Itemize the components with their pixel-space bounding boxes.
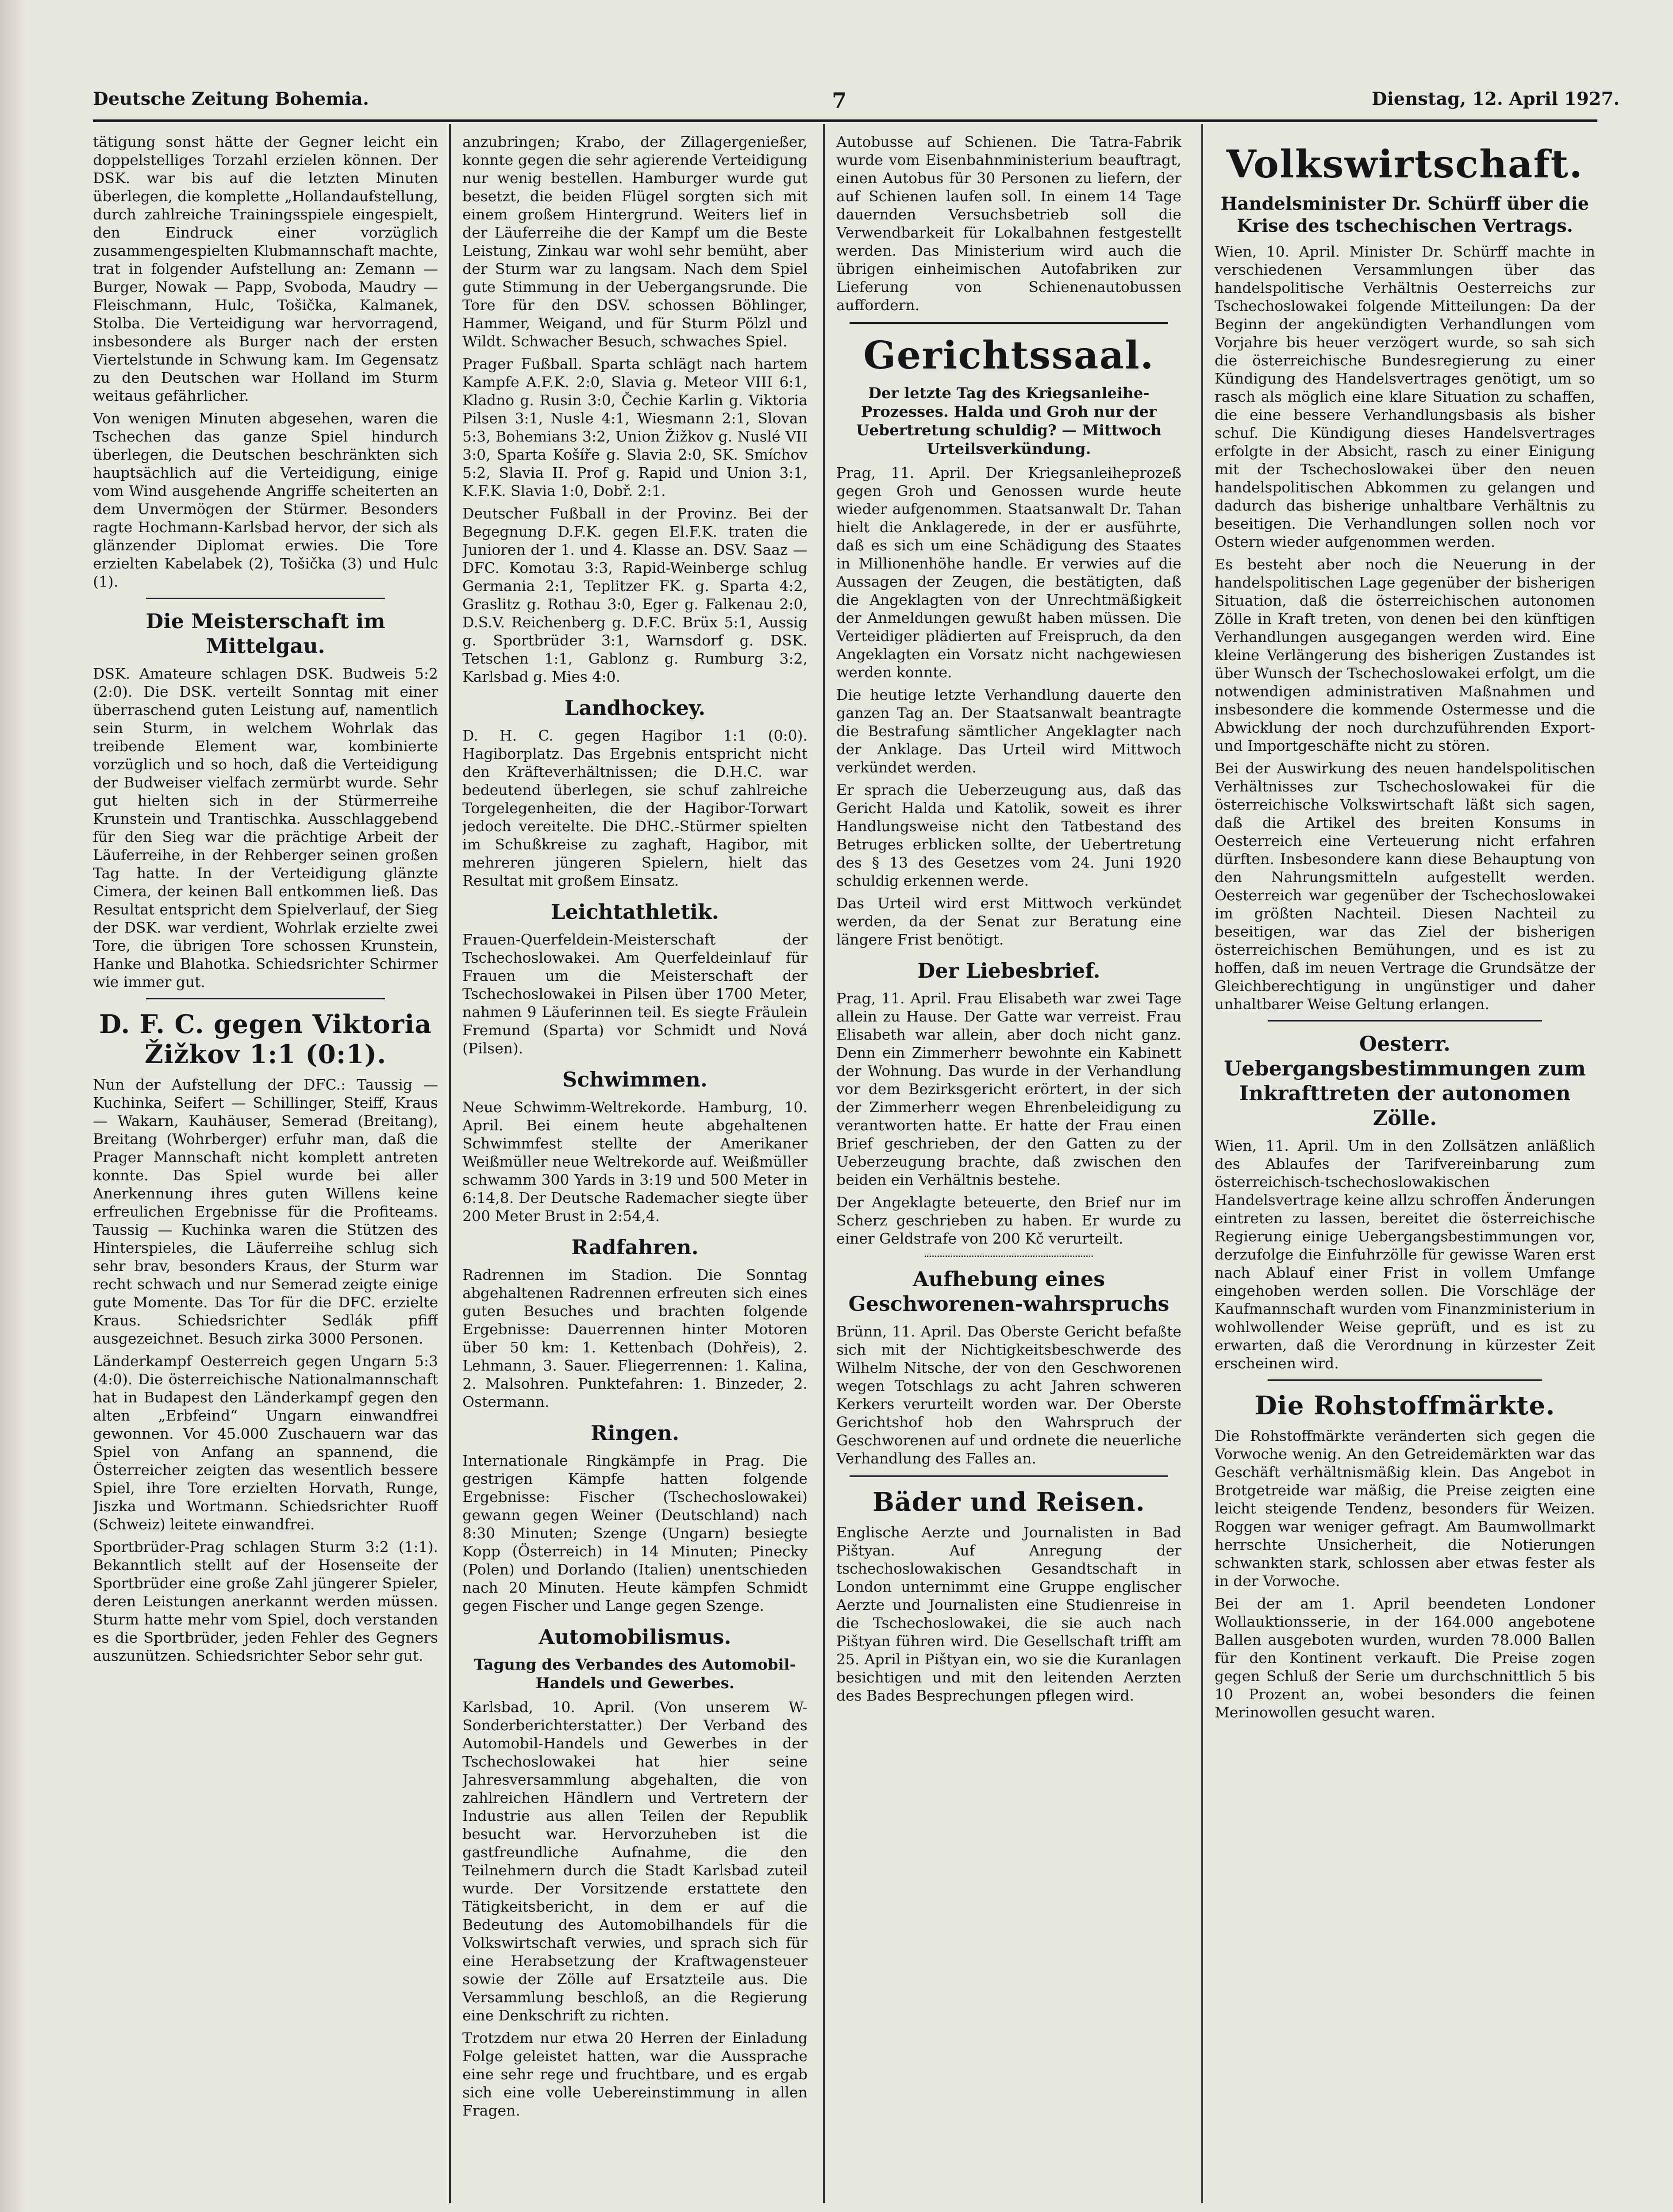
article-paragraph: Es besteht aber noch die Neuerung in der handelspolitischen Lage gegenüber der bisherigen Situation, daß die österreichischen autonomen Zölle in Kraft treten, von denen bei den künftigen Verhandlungen ausgegangen werden wird. Eine kleine Verlängerung des bisherigen Zustandes ist über Wunsch der Tschechoslowakei erfolgt, um die notwendigen administrativen Maßnahmen und insbesondere die kommende Ostermesse und die Abwicklung der noch durchzuführenden Export- und Importgeschäfte nicht zu stören. (1215, 556, 1595, 754)
headline-leichtathletik: Leichtathletik. (551, 900, 719, 924)
column-divider (823, 124, 825, 2203)
article-separator (146, 998, 385, 999)
article-paragraph: Neue Schwimm-Weltrekorde. Hamburg, 10. April. Bei einem heute abgehaltenen Schwimmfest stellte der Amerikaner Weißmüller neue Weltrekorde auf. Weißmüller schwamm 300 Yards in 3:19 und 500 Meter in 6:14,8. Der Deutsche Rademacher siegte über 200 Meter Brust in 2:54,4. (462, 1098, 808, 1225)
article-paragraph: Prag, 11. April. Der Kriegsanleiheprozeß gegen Groh und Genossen wurde heute wieder aufgenommen. Staatsanwalt Dr. Tahan hielt die Anklagerede, in der er ausführte, daß es sich um eine Schädigung des Staates in Millionenhöhe handle. Er verwies auf die Aussagen der Zeugen, die bestätigten, daß die Angeklagten von der Unrechtmäßigkeit der Anmeldungen gewußt haben müssen. Die Verteidiger plädierten auf Freispruch, da den Angeklagten ein Vorsatz nicht nachgewiesen werden konnte. (836, 464, 1181, 681)
article-paragraph: Das Urteil wird erst Mittwoch verkündet werden, da der Senat zur Beratung eine längere Frist benötigt. (836, 895, 1181, 948)
page-number: 7 (832, 88, 847, 113)
article-paragraph: Die Rohstoffmärkte veränderten sich gegen die Vorwoche wenig. An den Getreidemärkten war das Geschäft verhältnismäßig klein. Das Angebot in Brotgetreide war mäßig, die Preise zeigten eine leicht steigende Tendenz, besonders für Weizen. Roggen war weniger gefragt. Am Baumwollmarkt herrschte Unsicherheit, die Notierungen schwankten stark, schlossen aber etwas fester als in der Vorwoche. (1215, 1427, 1595, 1590)
headline-meisterschaft: Die Meisterschaft im Mittelgau. (146, 609, 385, 658)
headline-wahrspruch: Aufhebung eines Geschworenen-wahrspruchs (848, 1267, 1169, 1316)
column-divider (1201, 124, 1203, 2203)
column-3 (836, 133, 1181, 2212)
column-2 (462, 133, 808, 2212)
article-paragraph: Frauen-Querfeldein-Meisterschaft der Tschechoslowakei. Am Querfeldeinlauf für Frauen um die Meisterschaft der Tschechoslowakei in Pilsen über 1700 Meter, nahmen 9 Läuferinnen teil. Es siegte Fräulein Fremund (Sparta) vor Schmidt und Nová (Pilsen). (462, 931, 808, 1057)
article-paragraph: Prag, 11. April. Frau Elisabeth war zwei Tage allein zu Hause. Der Gatte war verreist. Frau Elisabeth war allein, aber doch nicht ganz. Denn ein Zimmerherr bewohnte ein Kabinett der Wohnung. Das wurde in der Verhandlung vor dem Bezirksgericht erörtert, in der sich der Zimmerherr wegen Ehrenbeleidigung zu verantworten hatte. Er hatte der Frau einen Brief geschrieben, der den Gatten zu der Ueberzeugung brachte, daß zwischen den beiden ein Verhältnis bestehe. (836, 990, 1181, 1188)
article-paragraph: anzubringen; Krabo, der Zillagergenießer, konnte gegen die sehr agierende Verteidigung nur wenig bestellen. Hamburger wurde gut besetzt, die beiden Flügel sorgten sich mit einem großem Hintergrund. Weiters lief in der Läuferreihe die der Kampf um die Beste Leistung, Zinkau war wohl sehr bemüht, aber der Sturm war zu langsam. Nach dem Spiel gute Stimmung in der Uebergangsrunde. Die Tore für den DSV. schossen Böhlinger, Hammer, Weigand, und für Sturm Pölzl und Wildt. Schwacher Besuch, schwaches Spiel. (462, 133, 808, 350)
headline-radfahren: Radfahren. (571, 1235, 699, 1259)
article-paragraph: Wien, 10. April. Minister Dr. Schürff machte in verschiedenen Versammlungen über das handelspolitische Verhältnis Oesterreichs zur Tschechoslowakei folgende Mitteilungen: Da der Beginn der angekündigten Verhandlungen vom Vorjahre bis heuer verzögert wurde, so sah sich die österreichische Bundesregierung zu einer Kündigung des Handelsvertrages genötigt, um so rasch als möglich eine klare Situation zu schaffen, die eine bessere Verhandlungsbasis als bisher schuf. Die Kündigung dieses Handelsvertrages erfolgte in der Absicht, rasch zu einer Einigung mit der Tschechoslowakei über den neuen handelspolitischen Abkommen zu gelangen und dadurch das bisherige unhaltbare Verhältnis zu beseitigen. Die Verhandlungen sollen noch vor Ostern wieder aufgenommen werden. (1215, 243, 1595, 550)
article-paragraph: DSK. Amateure schlagen DSK. Budweis 5:2 (2:0). Die DSK. verteilt Sonntag mit einer überraschend guten Leistung auf, namentlich sein Sturm, in welchem Wohrlak das treibende Element war, kombinierte vorzüglich und so hoch, daß die Verteidigung der Budweiser vielfach zermürbt wurde. Sehr gut hielten sich in der Stürmerreihe Krunstein und Trantischka. Ausschlaggebend für den Sieg war die prächtige Arbeit der Läuferreihe, in der Rehberger seinen großen Tag hatte. In der Verteidigung glänzte Cimera, der keinen Ball entkommen ließ. Das Resultat entspricht dem Spielverlauf, der Sieg der DSK. war verdient, Wohrlak erzielte zwei Tore, die übrigen Tore schossen Krunstein, Hanke und Blahotka. Schiedsrichter Schirmer wie immer gut. (93, 665, 438, 991)
article-paragraph: Autobusse auf Schienen. Die Tatra-Fabrik wurde vom Eisenbahnministerium beauftragt, einen Autobus für 30 Personen zu liefern, der auf Schienen laufen soll. In einem 14 Tage dauernden Versuchsbetrieb soll die Verwendbarkeit für Lokalbahnen festgestellt werden. Das Ministerium wird auch die übrigen einheimischen Autofabriken zur Lieferung von Schienenautobussen auffordern. (836, 133, 1181, 314)
headline-landhockey: Landhockey. (564, 696, 706, 720)
article-paragraph: Prager Fußball. Sparta schlägt nach hartem Kampfe A.F.K. 2:0, Slavia g. Meteor VIII 6:1, Kladno g. Rusin 3:0, Čechie Karlin g. Viktoria Pilsen 3:1, Nusle 4:1, Wiesmann 2:1, Slovan 5:3, Bohemians 3:2, Union Žižkov g. Nuslé VII 3:0, Sparta Košíře g. Slavia 2:0, SK. Smíchov 5:2, Slavia II. Prof g. Rapid und Union 3:1, K.F.K. Slavia 1:0, Dobř. 2:1. (462, 355, 808, 499)
article-separator (1268, 1379, 1542, 1381)
article-paragraph: Wien, 11. April. Um in den Zollsätzen anläßlich des Ablaufes der Tarifvereinbarung zum österreichisch-tschechoslowakischen Handelsvertrage keine allzu schroffen Änderungen eintreten zu lassen, bereitet die österreichische Regierung einige Uebergangsbestimmungen vor, derzufolge die Einfuhrzölle für gewisse Waren erst nach Ablauf einer Frist in vollem Umfange eingehoben werden sollen. Die Vorschläge der Kaufmannschaft wurden vom Finanzministerium in wohlwollender Weise geprüft, und es ist zu erwarten, daß die Verordnung in kürzester Zeit erscheinen wird. (1215, 1137, 1595, 1372)
headline-baeder-reisen: Bäder und Reisen. (873, 1487, 1145, 1517)
subheadline: Handelsminister Dr. Schürff über die Krise des tschechischen Vertrags. (1220, 193, 1589, 236)
headline-schwimmen: Schwimmen. (562, 1068, 708, 1091)
headline-uebergangsbestimmungen: Oesterr. Uebergangsbestimmungen zum Inkrafttreten der autonomen Zölle. (1224, 1032, 1586, 1130)
article-paragraph: Trotzdem nur etwa 20 Herren der Einladung Folge geleistet hatten, war die Aussprache eine sehr rege und fruchtbare, und es ergab sich eine volle Uebereinstimmung in allen Fragen. (462, 2029, 808, 2119)
header-rule (93, 119, 1597, 122)
article-paragraph: tätigung sonst hätte der Gegner leicht ein doppelstelliges Torzahl erzielen können. Der DSK. war bis auf die letzten Minuten überlegen, die komplette „Hollandaufstellung, durch zahlreiche Trainingsspiele eingespielt, den Eindruck einer vorzüglich zusammengespielten Klubmannschaft machte, trat in folgender Aufstellung an: Zemann — Burger, Nowak — Papp, Svoboda, Maudry — Fleischmann, Hulc, Tošička, Kalmanek, Stolba. Die Verteidigung war hervorragend, insbesondere als Burger nach der ersten Viertelstunde in Schwung kam. Im Gegensatz zu den Deutschen war Holland im Sturm weitaus gefährlicher. (93, 133, 438, 404)
article-paragraph: Englische Aerzte und Journalisten in Bad Pištyan. Auf Anregung der tschechoslowakischen Gesandtschaft in London unternimmt eine Gruppe englischer Aerzte und Journalisten eine Studienreise in die Tschechoslowakei, die sie auch nach Pištyan führen wird. Die Gesellschaft trifft am 25. April in Pištyan ein, wo sie die Kuranlagen besichtigen und mit den leitenden Aerzten des Bades Besprechungen pflegen wird. (836, 1524, 1181, 1704)
article-paragraph: Nun der Aufstellung der DFC.: Taussig — Kuchinka, Seifert — Schillinger, Steiff, Kraus — Wakarn, Kauhäuser, Semerad (Breitang), Breitang (Wohrberger) erfuhr man, daß die Prager Mannschaft nicht komplett antreten konnte. Das Spiel wurde bei aller Anerkennung ihres guten Willens keine erfreulichen Ergebnisse für die Profiteams. Taussig — Kuchinka waren die Stützen des Hinterspieles, die Läuferreihe schlug sich sehr brav, besonders Kraus, der Sturm war recht schwach und nur Semerad zeigte einige gute Momente. Das Tor für die DFC. erzielte Kraus. Schiedsrichter Sedlák pfiff ausgezeichnet. Besuch zirka 3000 Personen. (93, 1076, 438, 1347)
headline-gerichtssaal: Gerichtssaal. (863, 333, 1154, 378)
issue-date: Dienstag, 12. April 1927. (1372, 88, 1620, 109)
article-paragraph: Der Angeklagte beteuerte, den Brief nur im Scherz geschrieben zu haben. Er wurde zu einer Geldstrafe von 200 Kč verurteilt. (836, 1194, 1181, 1247)
article-paragraph: Brünn, 11. April. Das Oberste Gericht befaßte sich mit der Nichtigkeitsbeschwerde des Wilhelm Nitsche, der von den Geschworenen wegen Totschlags zu acht Jahren schweren Kerkers verurteilt worden war. Der Oberste Gerichtshof hob den Wahrspruch der Geschworenen auf und ordnete die neuerliche Verhandlung des Falles an. (836, 1323, 1181, 1467)
column-divider (449, 124, 451, 2203)
article-paragraph: Die heutige letzte Verhandlung dauerte den ganzen Tag an. Der Staatsanwalt beantragte die Bestrafung sämtlicher Angeklagter nach der Anklage. Das Urteil wird Mittwoch verkündet werden. (836, 686, 1181, 776)
section-rule (850, 322, 1168, 324)
headline-ringen: Ringen. (590, 1421, 680, 1445)
subheadline: Der letzte Tag des Kriegsanleihe-Prozesses. Halda und Groh nur der Uebertretung schuldig? — Mittwoch Urteilsverkündung. (856, 384, 1162, 458)
article-paragraph: Radrennen im Stadion. Die Sonntag abgehaltenen Radrennen erfreuten sich eines guten Besuches und brachten folgende Ergebnisse: Dauerrennen hinter Motoren über 50 km: 1. Kettenbach (Dohřeis), 2. Lehmann, 3. Sauer. Fliegerrennen: 1. Kalina, 2. Malsohren. Punktefahren: 1. Binzeder, 2. Ostermann. (462, 1266, 808, 1410)
section-rule (850, 1475, 1168, 1477)
article-paragraph: Deutscher Fußball in der Provinz. Bei der Begegnung D.F.K. gegen El.F.K. traten die Junioren der 1. und 4. Klasse an. DSV. Saaz — DFC. Komotau 3:3, Rapid-Weinberge schlug Germania 2:1, Teplitzer FK. g. Sparta 4:2, Graslitz g. Rothau 3:0, Eger g. Falkenau 2:0, D.S.V. Reichenberg g. D.F.C. Brüx 5:1, Aussig g. Sportbrüder 3:1, Warnsdorf g. DSK. Tetschen 1:1, Gablonz g. Rumburg 3:2, Karlsbad g. Mies 4:0. (462, 505, 808, 685)
column-1 (93, 133, 438, 2190)
article-separator (1268, 1020, 1542, 1022)
article-paragraph: Länderkampf Oesterreich gegen Ungarn 5:3 (4:0). Die österreichische Nationalmannschaft hat in Budapest den Länderkampf gegen den alten „Erbfeind“ Ungarn einwandfrei gewonnen. Vor 45.000 Zuschauern war das Spiel von Anfang an spannend, die Österreicher zeigten das wesentlich bessere Spiel, ihre Tore erzielten Horvath, Runge, Jiszka und Wortmann. Schiedsrichter Ruoff (Schweiz) leitete einwandfrei. (93, 1352, 438, 1533)
headline-dfc-viktoria: D. F. C. gegen Viktoria Žižkov 1:1 (0:1). (99, 1009, 432, 1069)
article-paragraph: Bei der Auswirkung des neuen handelspolitischen Verhältnisses zur Tschechoslowakei für die österreichische Volkswirtschaft läßt sich sagen, daß die Artikel des breiten Konsums in Oesterreich eine Verteuerung nicht erfahren dürften. Insbesondere kann diese Behauptung von den Nahrungsmitteln aufgestellt werden. Oesterreich war gegenüber der Tschechoslowakei im größten Nachteil. Diesen Nachteil zu beseitigen, war das Ziel der bisherigen österreichischen Bemühungen, und es ist zu hoffen, daß im neuen Vertrage die Grundsätze der Gleichberechtigung in ungünstiger und daher unhaltbarer Weise Geltung erlangen. (1215, 760, 1595, 1013)
headline-automobilismus: Automobilismus. (538, 1625, 731, 1649)
article-paragraph: Sportbrüder-Prag schlagen Sturm 3:2 (1:1). Bekanntlich stellt auf der Hosenseite der Sportbrüder eine große Zahl jüngerer Spieler, deren Leistungen anerkannt werden müssen. Sturm hatte mehr vom Spiel, doch verstanden es die Sportbrüder, jeden Fehler des Gegners auszunützen. Schiedsrichter Sebor sehr gut. (93, 1538, 438, 1664)
article-paragraph: Bei der am 1. April beendeten Londoner Wollauktionsserie, in der 164.000 angebotene Ballen ausgeboten wurden, wurden 78.000 Ballen für den Kontinent verkauft. Die Preise zogen gegen Schluß der Serie um durchschnittlich 5 bis 10 Prozent an, wobei besonders die feinen Merinowollen gesucht waren. (1215, 1595, 1595, 1721)
scan-edge-shadow (0, 0, 27, 2212)
article-paragraph: Internationale Ringkämpfe in Prag. Die gestrigen Kämpfe hatten folgende Ergebnisse: Fischer (Tschechoslowakei) gewann gegen Weiner (Deutschland) nach 8:30 Minuten; Szenge (Ungarn) besiegte Kopp (Österreich) in 14 Minuten; Pinecky (Polen) und Dorlando (Italien) unentschieden nach 20 Minuten. Heute kämpfen Schmidt gegen Fischer und Lange gegen Szenge. (462, 1452, 808, 1614)
article-paragraph: Karlsbad, 10. April. (Von unserem W-Sonderberichterstatter.) Der Verband des Automobil-Handels und Gewerbes in der Tschechoslowakei hat hier seine Jahresversammlung abgehalten, die von zahlreichen Händlern und Vertretern der Industrie aus allen Teilen der Republik besucht war. Hervorzuheben ist die gastfreundliche Aufnahme, die den Teilnehmern durch die Stadt Karlsbad zuteil wurde. Der Vorsitzende erstattete den Tätigkeitsbericht, in dem er auf die Bedeutung des Automobilhandels für die Volkswirtschaft verwies, und sprach sich für eine Herabsetzung der Kraftwagensteuer sowie der Zölle auf Ersatzteile aus. Die Versammlung beschloß, an die Regierung eine Denkschrift zu richten. (462, 1698, 808, 2024)
subheadline: Tagung des Verbandes des Automobil-Handels und Gewerbes. (474, 1656, 796, 1692)
headline-rohstoffmaerkte: Die Rohstoffmärkte. (1254, 1390, 1555, 1421)
column-4 (1215, 133, 1595, 2212)
headline-volkswirtschaft: Volkswirtschaft. (1226, 142, 1584, 187)
article-separator (146, 598, 385, 599)
article-paragraph: Von wenigen Minuten abgesehen, waren die Tschechen das ganze Spiel hindurch überlegen, die Deutschen beschränkten sich hauptsächlich auf die Verteidigung, einige vom Wind ausgehende Angriffe scheiterten an dem Unvermögen der Stürmer. Besonders ragte Hochmann-Karlsbad hervor, der sich als glänzender Diplomat erwies. Die Tore erzielten Kabelabek (2), Tošička (3) und Hulc (1). (93, 410, 438, 590)
newspaper-name: Deutsche Zeitung Bohemia. (93, 88, 369, 109)
headline-liebesbrief: Der Liebesbrief. (917, 959, 1100, 983)
article-paragraph: D. H. C. gegen Hagibor 1:1 (0:0). Hagiborplatz. Das Ergebnis entspricht nicht den Kräfteverhältnissen; die D.H.C. war bedeutend überlegen, sie schuf zahlreiche Torgelegenheiten, die der Hagibor-Torwart jedoch vereitelte. Die DHC.-Stürmer spielten im Schußkreise zu zaghaft, Hagibor, mit mehreren jüngeren Spielern, hielt das Resultat mit großem Einsatz. (462, 727, 808, 889)
article-paragraph: Er sprach die Ueberzeugung aus, daß das Gericht Halda und Katolik, soweit es ihrer Handlungsweise nicht den Tatbestand des Betruges erblicken sollte, der Uebertretung des § 13 des Gesetzes vom 24. Juni 1920 schuldig erkennen werde. (836, 781, 1181, 889)
dotted-separator (925, 1256, 1093, 1257)
